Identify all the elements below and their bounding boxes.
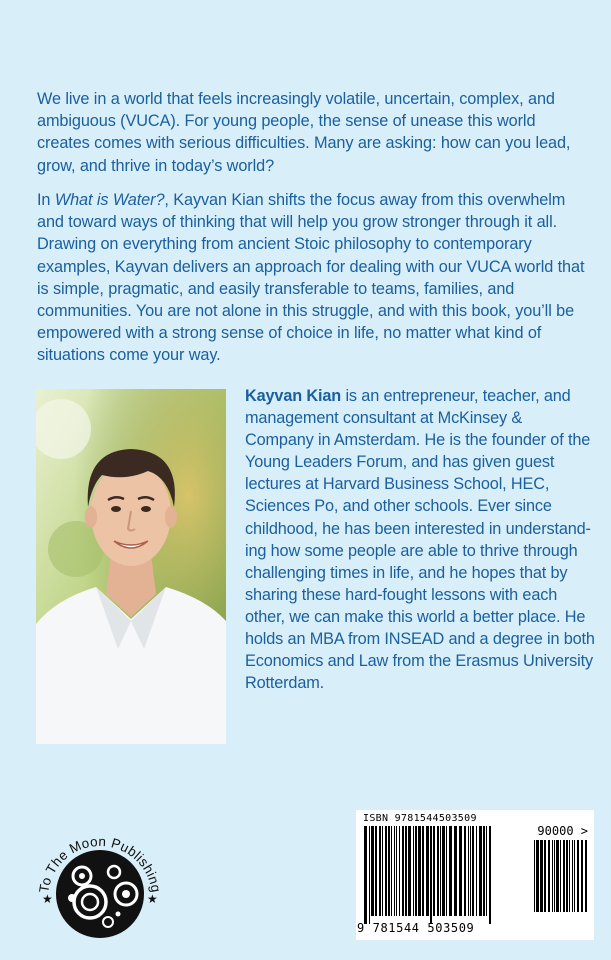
barcode-bar — [449, 826, 452, 916]
author-bio-text: is an entrepreneur, teacher, and management consultant at McKinsey & Company in Amsterdam. He is the founder of the Young Leaders Forum, and has given guest lectures at Harvard Business School, HEC, Sciences Po, and other schools. Ever since childhood, he has been interested in understanding how some people are able to thrive through challenging times in life, and he hopes that by sharing these hard-fought lessons with each other, we can make this world a better place. He holds an MBA from INSEAD and a degree in both Economics and Law from the Erasmus University Rotterdam. — [245, 387, 595, 693]
barcode-bar — [394, 826, 395, 916]
ean-barcode-bars — [364, 826, 494, 924]
barcode-bar — [430, 826, 432, 924]
barcode-bar — [446, 826, 447, 916]
barcode-bar — [454, 826, 457, 916]
barcode-bar — [489, 826, 491, 924]
barcode-bar — [566, 840, 568, 912]
barcode-bar — [391, 826, 392, 916]
barcode-bar — [440, 826, 441, 916]
barcode-bar — [464, 826, 466, 916]
barcode-bar — [563, 840, 565, 912]
barcode-bar — [536, 840, 539, 912]
svg-text:★: ★ — [147, 892, 158, 906]
barcode-bar — [459, 826, 462, 916]
barcode-bar — [415, 826, 417, 916]
barcode-bar — [569, 840, 570, 912]
barcode-bar — [418, 826, 421, 916]
barcode-bar — [437, 826, 439, 916]
blurb-paragraph-2 — [37, 189, 585, 367]
barcode-bar — [433, 826, 435, 916]
barcode-bar — [375, 826, 377, 916]
barcode-bar — [468, 826, 469, 916]
barcode-bar — [577, 840, 579, 912]
barcode-bar — [540, 840, 543, 912]
barcode-bar — [422, 826, 424, 916]
barcode-bar — [479, 826, 482, 916]
barcode-bar — [556, 840, 559, 912]
barcode-bar — [382, 826, 383, 916]
barcode-bar — [371, 826, 374, 916]
barcode-bar — [544, 840, 546, 912]
barcode-bar — [552, 840, 553, 912]
barcode — [356, 810, 594, 940]
blurb-paragraph-1: We live in a world that feels increasingly volatile, uncertain, complex, and ambiguous (VUCA). For young people, the sense of unease this world creates comes with serious difficulties. Many are asking: how can you lead, grow, and thrive in today’s world? — [37, 90, 571, 175]
barcode-bar — [548, 840, 550, 912]
blurb-p2-prefix: In — [37, 191, 55, 209]
barcode-bar — [560, 840, 561, 912]
barcode-bar — [470, 826, 471, 916]
barcode-bar — [486, 826, 487, 916]
price-code: 90000 > — [537, 824, 588, 838]
barcode-bar — [574, 840, 575, 912]
barcode-bar — [426, 826, 429, 916]
barcode-bar — [442, 826, 445, 916]
barcode-bar — [554, 840, 555, 912]
addon-barcode-bars — [534, 840, 588, 936]
publisher-logo — [30, 810, 170, 950]
barcode-bar — [399, 826, 400, 916]
barcode-bar — [413, 826, 414, 916]
publisher-name: To The Moon Publishing — [36, 833, 164, 894]
isbn-label: ISBN 9781544503509 — [363, 813, 477, 824]
author-name: Kayvan Kian — [245, 387, 342, 405]
barcode-bar — [388, 826, 390, 916]
barcode-bar — [572, 840, 573, 912]
barcode-bar — [483, 826, 485, 916]
book-title: What is Water? — [54, 191, 165, 209]
author-photo — [36, 389, 226, 744]
author-bio — [245, 385, 595, 694]
barcode-bar — [369, 826, 370, 924]
blurb-p2-rest: , Kayvan Kian shifts the focus away from this overwhelm and toward ways of thinking that will help you grow stronger through it all. Drawing on everything from ancient Stoic philosophy to contemporary examples, Kayvan delivers an approach for dealing with our VUCA world that is simple, pragmatic, and easily transferable to teams, families, and communities. You are not alone in this struggle, and with this book, you’ll be empowered with a strong sense of choice in life, no matter what kind of situations come your way. — [37, 191, 585, 365]
barcode-bar — [364, 826, 367, 924]
barcode-bar — [385, 826, 387, 916]
barcode-bar — [476, 826, 477, 916]
isbn-human-readable: 9 781544 503509 — [357, 921, 475, 935]
barcode-bar — [405, 826, 407, 916]
barcode-bar — [472, 826, 474, 916]
barcode-bar — [379, 826, 381, 916]
barcode-bar — [408, 826, 411, 916]
svg-text:★: ★ — [42, 892, 53, 906]
barcode-bar — [402, 826, 404, 916]
barcode-bar — [585, 840, 587, 912]
barcode-bar — [534, 840, 535, 912]
barcode-bar — [396, 826, 397, 916]
barcode-bar — [581, 840, 583, 912]
